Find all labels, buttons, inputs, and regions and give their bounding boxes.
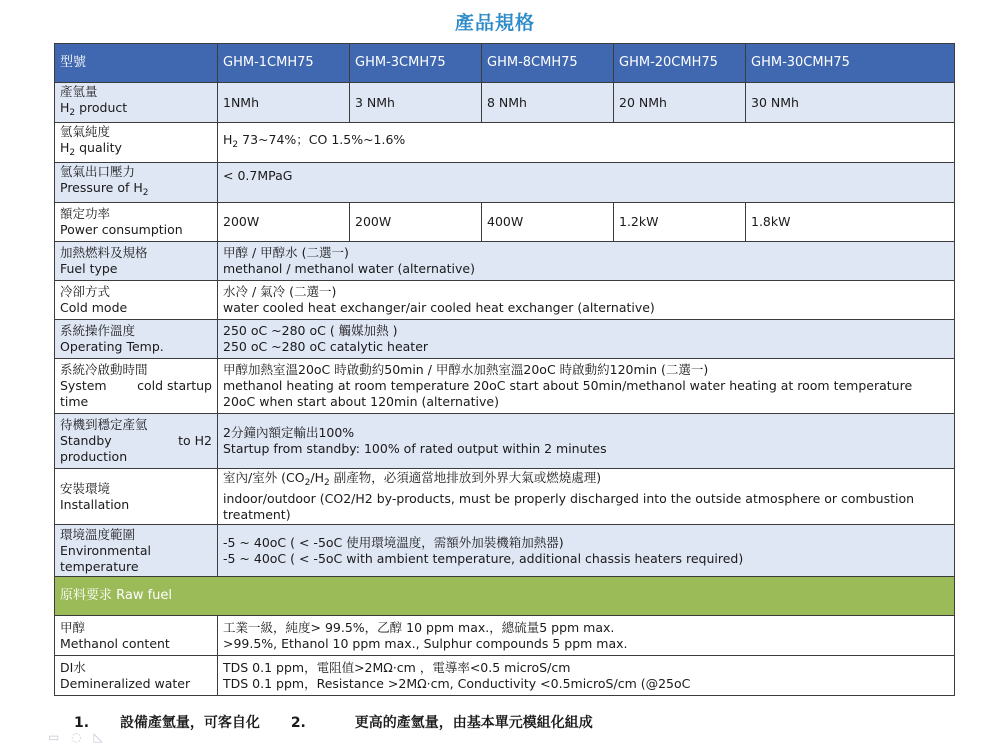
value-cell: 甲醇加熱室溫20oC 時啟動約50min / 甲醇水加熱室溫20oC 時啟動約120min (二選一) methanol heating at room temperature 20oC start about 50min/methanol water heating at room temperature 20oC when start about 120min (alternative) bbox=[218, 359, 955, 414]
value-cell: 20 NMh bbox=[614, 83, 746, 123]
row-label: 系統操作溫度 Operating Temp. bbox=[55, 320, 218, 359]
value-cell: 1NMh bbox=[218, 83, 350, 123]
row-label: 氫氣出口壓力 Pressure of $H_2$ bbox=[55, 163, 218, 203]
note-text: 設備產氫量，可客自化 bbox=[119, 715, 260, 731]
row-label: 產氫量 $H_2$ product bbox=[55, 83, 218, 123]
header-label: 型號 bbox=[55, 44, 218, 83]
row-label: 氫氣純度 $H_2$ quality bbox=[55, 123, 218, 163]
value-cell: 200W bbox=[218, 203, 350, 242]
row-label: 安裝環境 Installation bbox=[55, 469, 218, 525]
row-cold-startup bbox=[55, 359, 955, 414]
row-label: 系統冷啟動時間 System cold startup time bbox=[55, 359, 218, 414]
header-row bbox=[55, 44, 955, 83]
value-cell: 200W bbox=[350, 203, 482, 242]
row-di-water bbox=[55, 656, 955, 696]
footer-notes bbox=[74, 712, 593, 732]
note-text: 更高的產氫量，由基本單元模組化組成 bbox=[354, 715, 593, 731]
value-cell: 水冷 / 氣冷 (二選一) water cooled heat exchanger/air cooled heat exchanger (alternative) bbox=[218, 281, 955, 320]
model-cell: GHM-3CMH75 bbox=[350, 44, 482, 83]
model-cell: GHM-1CMH75 bbox=[218, 44, 350, 83]
value-cell: 1.2kW bbox=[614, 203, 746, 242]
model-cell: GHM-20CMH75 bbox=[614, 44, 746, 83]
value-cell: TDS 0.1 ppm，電阻值>2MΩ·cm ，電導率<0.5 microS/cm TDS 0.1 ppm，Resistance >2MΩ·cm, Conductivity <0.5microS/cm (@25oC bbox=[218, 656, 955, 696]
note-number: 1. bbox=[74, 715, 90, 731]
row-label: 環境溫度範圍 Environmental temperature bbox=[55, 525, 218, 577]
value-cell: 8 NMh bbox=[482, 83, 614, 123]
row-label: 甲醇 Methanol content bbox=[55, 616, 218, 656]
row-h2-quality bbox=[55, 123, 955, 163]
value-cell: 250 oC ~280 oC ( 觸媒加熱 ) 250 oC ~280 oC catalytic heater bbox=[218, 320, 955, 359]
row-label: 額定功率 Power consumption bbox=[55, 203, 218, 242]
value-cell: < 0.7MPaG bbox=[218, 163, 955, 203]
raw-fuel-band bbox=[55, 577, 955, 616]
value-cell: 3 NMh bbox=[350, 83, 482, 123]
value-cell: 工業一級，純度> 99.5%，乙醇 10 ppm max.，總硫量5 ppm max. >99.5%, Ethanol 10 ppm max., Sulphur compounds 5 ppm max. bbox=[218, 616, 955, 656]
value-cell: 甲醇 / 甲醇水 (二選一) methanol / methanol water (alternative) bbox=[218, 242, 955, 281]
row-methanol bbox=[55, 616, 955, 656]
row-label: 冷卻方式 Cold mode bbox=[55, 281, 218, 320]
value-cell: 400W bbox=[482, 203, 614, 242]
row-label: 待機到穩定產氫 Standby to H2 production bbox=[55, 414, 218, 469]
spec-table bbox=[54, 43, 955, 696]
value-cell: 2分鐘內額定輸出100% Startup from standby: 100% of rated output within 2 minutes bbox=[218, 414, 955, 469]
row-installation bbox=[55, 469, 955, 525]
value-cell: $H_2$ 73~74%；CO 1.5%~1.6% bbox=[218, 123, 955, 163]
row-pressure bbox=[55, 163, 955, 203]
row-power bbox=[55, 203, 955, 242]
note-number: 2. bbox=[290, 715, 306, 731]
value-cell: 室內/室外 ($CO_2/H_2$ 副產物，必須適當地排放到外界大氣或燃燒處理) indoor/outdoor (CO2/H2 by-products, must be properly discharged into the outside atmosphere or combustion treatment) bbox=[218, 469, 955, 525]
row-operating-temp bbox=[55, 320, 955, 359]
row-label: 加熱燃料及規格 Fuel type bbox=[55, 242, 218, 281]
row-standby bbox=[55, 414, 955, 469]
model-cell: GHM-30CMH75 bbox=[746, 44, 955, 83]
value-cell: 1.8kW bbox=[746, 203, 955, 242]
row-h2-product bbox=[55, 83, 955, 123]
row-environment-temp bbox=[55, 525, 955, 577]
value-cell: 30 NMh bbox=[746, 83, 955, 123]
raw-fuel-label: 原料要求 Raw fuel bbox=[55, 577, 955, 616]
row-label: DI水 Demineralized water bbox=[55, 656, 218, 696]
decorative-icons: ▭ ◌ ◺ bbox=[48, 730, 107, 744]
row-fuel bbox=[55, 242, 955, 281]
value-cell: -5 ~ 40oC ( < -5oC 使用環境溫度，需額外加裝機箱加熱器) -5 ~ 40oC ( < -5oC with ambient temperature, additional chassis heaters required) bbox=[218, 525, 955, 577]
page-title: 產品規格 bbox=[454, 12, 535, 34]
model-cell: GHM-8CMH75 bbox=[482, 44, 614, 83]
row-cold-mode bbox=[55, 281, 955, 320]
